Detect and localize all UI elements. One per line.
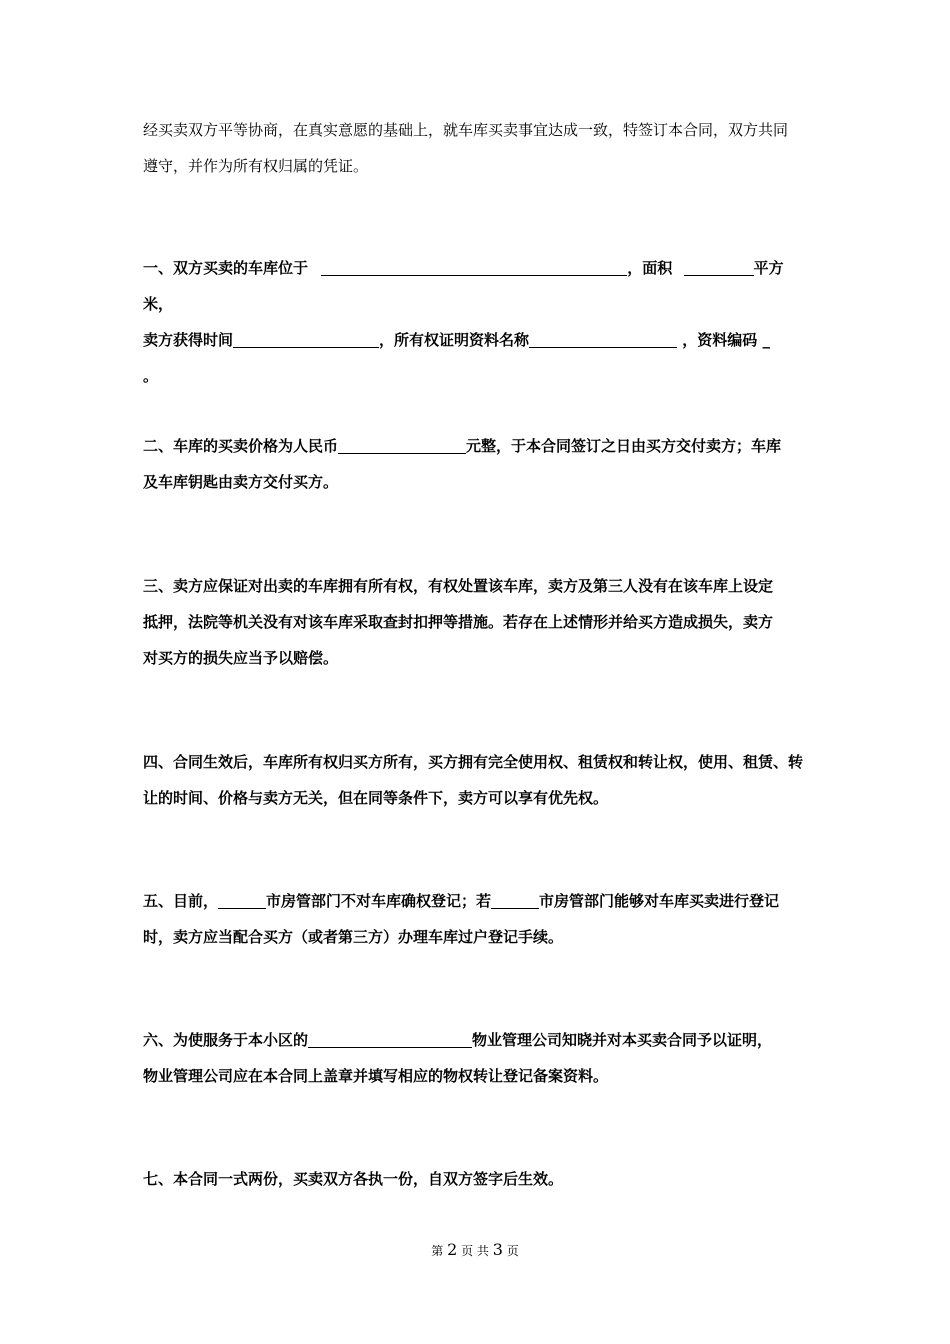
- clause-3-line-1: 三、卖方应保证对出卖的车库拥有所有权，有权处置该车库，卖方及第三人没有在该车库上设定: [143, 577, 774, 595]
- area-blank: [684, 257, 754, 276]
- clause-1-text-d: 卖方获得时间: [143, 331, 234, 349]
- footer-mid: 页 共: [461, 1244, 489, 1258]
- clause-2-text-b: 元整，于本合同签订之日由买方交付卖方；车库: [466, 437, 782, 455]
- clause-1-text-g: _: [762, 331, 771, 349]
- city-blank-2: [491, 890, 539, 909]
- clause-4: [143, 744, 811, 816]
- clause-3-line-3: 对买方的损失应当予以赔偿。: [143, 649, 339, 667]
- garage-location-blank: [321, 257, 627, 276]
- clause-4-line-1: 四、合同生效后，车库所有权归买方所有，买方拥有完全使用权、租赁权和转让权，使用、租赁、转: [143, 753, 804, 771]
- clause-1-text-a: 一、双方买卖的车库位于: [143, 259, 309, 277]
- clause-2-line-2: 及车库钥匙由卖方交付买方。: [143, 473, 339, 491]
- preamble-line-1: 经买卖双方平等协商，在真实意愿的基础上，就车库买卖事宜达成一致，特签订本合同，双方共同: [143, 121, 789, 139]
- property-company-blank: [308, 1029, 472, 1048]
- clause-6-text-a: 六、为使服务于本小区的: [143, 1031, 309, 1049]
- footer-prefix: 第: [431, 1244, 444, 1258]
- price-blank: [338, 435, 466, 454]
- page-footer: [0, 1240, 950, 1259]
- clause-1-text-f: ，资料编码: [682, 331, 758, 349]
- acquisition-time-blank: [233, 329, 379, 348]
- footer-current-page: 2: [447, 1240, 458, 1259]
- clause-2: [143, 428, 811, 500]
- preamble: [143, 112, 811, 184]
- clause-4-line-2: 让的时间、价格与卖方无关，但在同等条件下，卖方可以享有优先权。: [143, 789, 609, 807]
- footer-suffix: 页: [506, 1244, 519, 1258]
- clause-2-text-a: 二、车库的买卖价格为人民币: [143, 437, 339, 455]
- clause-7: [143, 1161, 811, 1197]
- clause-5-text-c: 市房管部门能够对车库买卖进行登记: [539, 892, 780, 910]
- clause-5-text-b: 市房管部门不对车库确权登记；若: [266, 892, 492, 910]
- clause-7-line-1: 七、本合同一式两份，买卖双方各执一份，自双方签字后生效。: [143, 1170, 564, 1188]
- preamble-line-2: 遵守，并作为所有权归属的凭证。: [143, 157, 369, 175]
- clause-6: [143, 1022, 811, 1094]
- clause-1-text-b: ，面积: [627, 259, 673, 277]
- footer-total-pages: 3: [492, 1240, 503, 1259]
- clause-6-line-1: [143, 1022, 811, 1058]
- clause-3-line-2: 抵押，法院等机关没有对该车库采取查封扣押等措施。若存在上述情形并给买方造成损失，卖方: [143, 613, 774, 631]
- ownership-doc-name-blank: [529, 329, 677, 348]
- clause-1: [143, 250, 811, 394]
- clause-5: [143, 883, 811, 955]
- clause-1-line-2: [143, 322, 811, 358]
- clause-5-line-1: [143, 883, 811, 919]
- clause-5-line-2: 时，卖方应当配合买方（或者第三方）办理车库过户登记手续。: [143, 928, 564, 946]
- clause-1-text-c: 平方米，: [143, 259, 784, 313]
- clause-1-line-3: 。: [143, 367, 159, 385]
- clause-1-line-1: [143, 250, 811, 322]
- clause-6-text-b: 物业管理公司知晓并对本买卖合同予以证明，: [472, 1031, 773, 1049]
- clause-6-line-2: 物业管理公司应在本合同上盖章并填写相应的物权转让登记备案资料。: [143, 1067, 609, 1085]
- clause-2-line-1: [143, 428, 811, 464]
- clause-3: [143, 568, 811, 676]
- clause-5-text-a: 五、目前，: [143, 892, 219, 910]
- clause-1-text-e: ，所有权证明资料名称: [379, 331, 530, 349]
- city-blank-1: [218, 890, 266, 909]
